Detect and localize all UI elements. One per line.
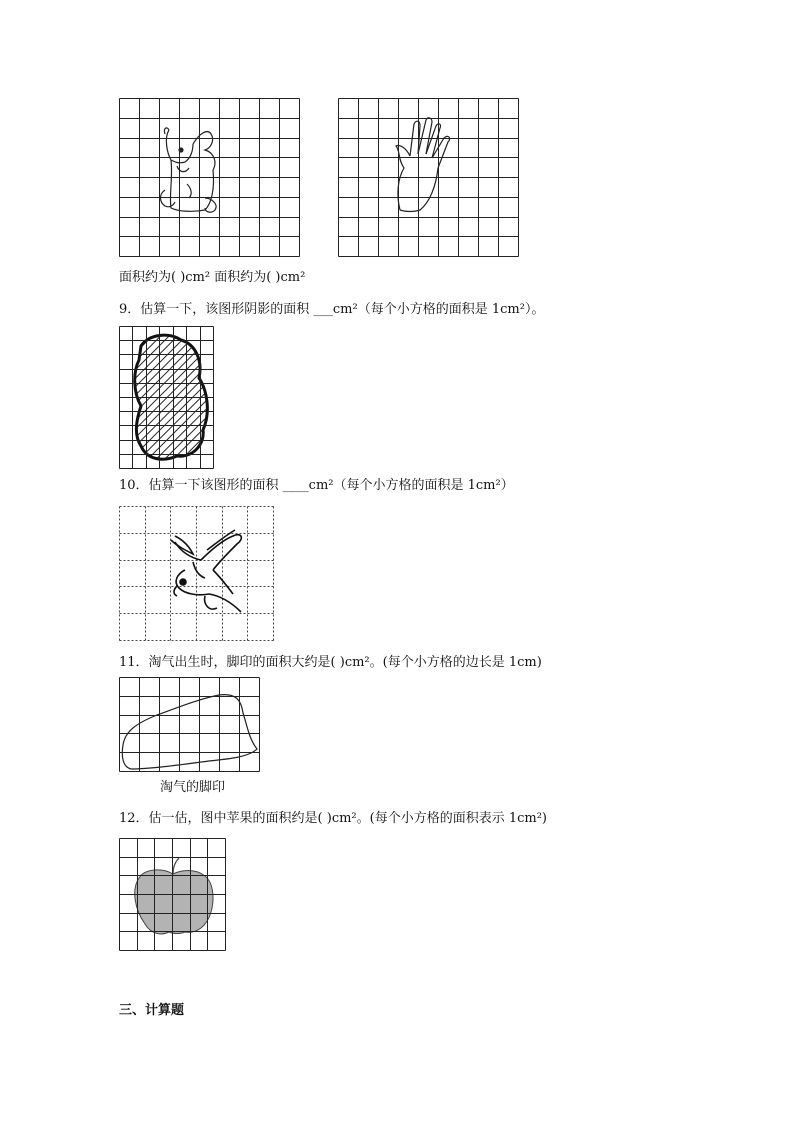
hand-grid-figure: [338, 98, 520, 258]
footprint-grid-figure: [119, 677, 261, 773]
bird-dotted-grid-figure: [119, 506, 275, 642]
q11-question: 11．淘气出生时，脚印的面积大约是( )cm²。(每个小方格的边长是 1cm): [119, 655, 542, 670]
q12-question: 12．估一估，图中苹果的面积约是( )cm²。(每个小方格的面积表示 1cm²): [119, 811, 548, 826]
puppy-grid-figure: [119, 98, 301, 258]
puppy-drawing: [161, 128, 217, 212]
section-heading: 三、计算题: [119, 1003, 185, 1018]
footprint-outline: [122, 695, 257, 769]
shaded-blob-grid-figure: [119, 326, 215, 470]
q10-question: 10．估算一下该图形的面积 ____cm²（每个小方格的面积是 1cm²）: [119, 478, 514, 493]
apple-shape: [135, 870, 213, 934]
bird-drawing: [171, 530, 241, 612]
q9-question: 9．估算一下，该图形阴影的面积 ___cm²（每个小方格的面积是 1cm²）。: [119, 302, 545, 317]
apple-grid-figure: [119, 838, 227, 952]
q11-caption: 淘气的脚印: [160, 780, 226, 795]
q8-caption: 面积约为( )cm² 面积约为( )cm²: [119, 270, 306, 285]
